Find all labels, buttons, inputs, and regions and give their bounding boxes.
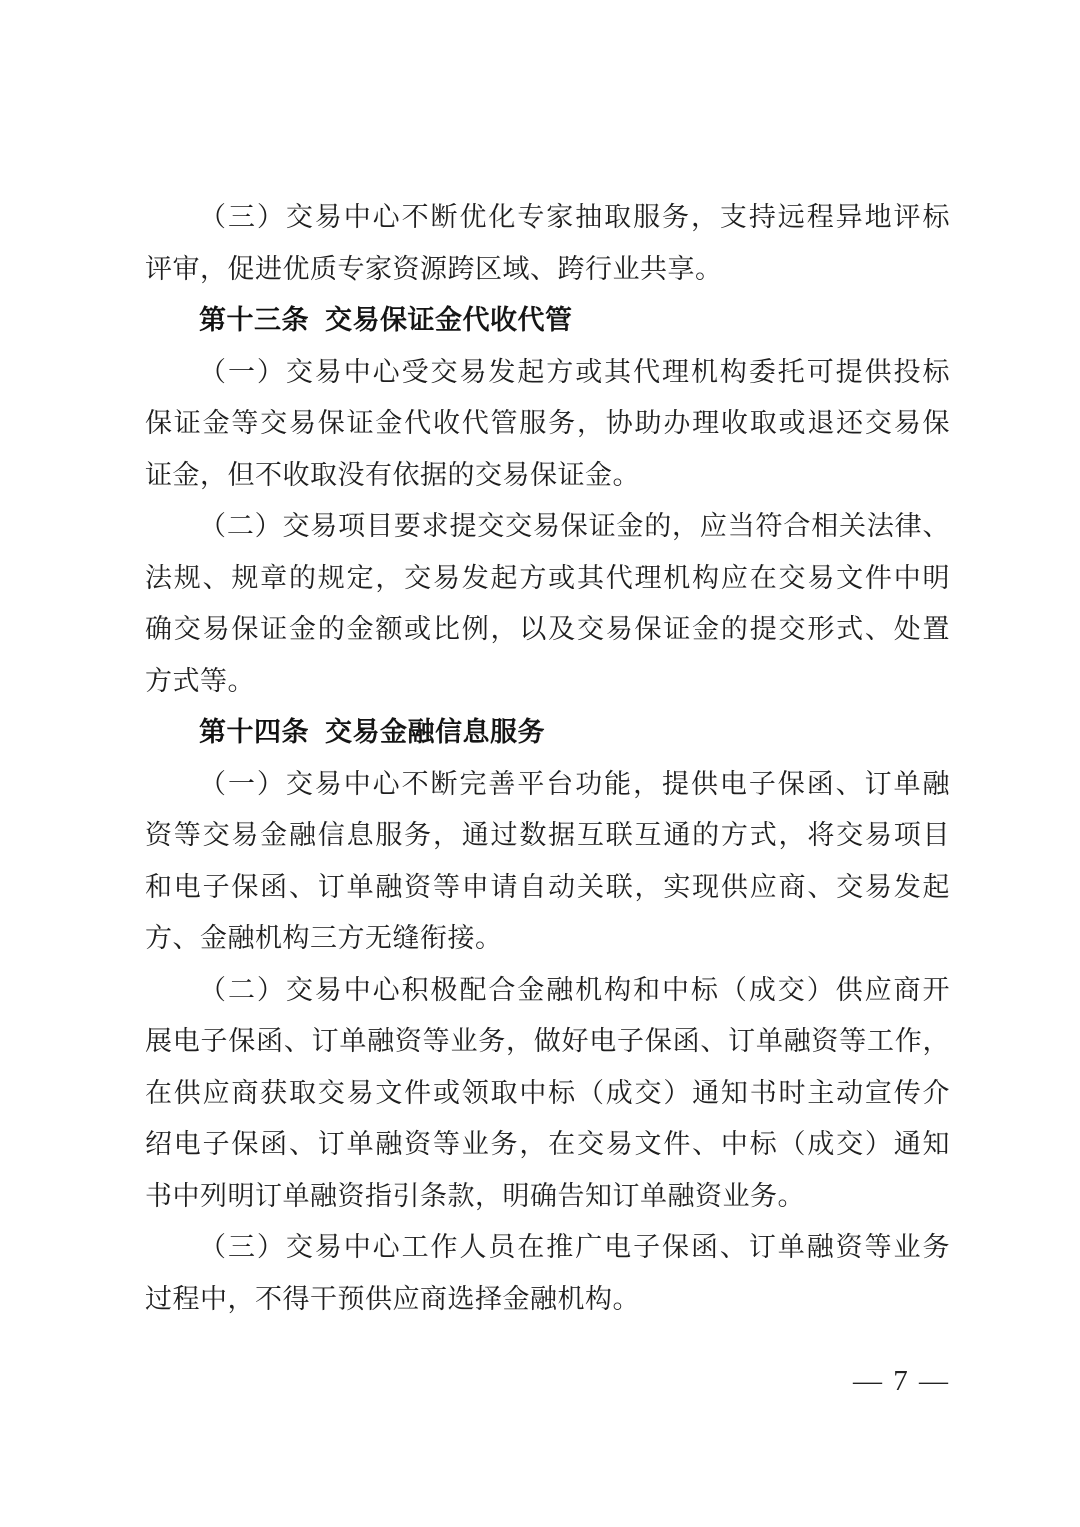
text-line: 过程中，不得干预供应商选择金融机构。	[145, 1283, 640, 1314]
text-line: 方式等。	[145, 665, 255, 696]
article-heading	[145, 295, 950, 347]
paragraph	[145, 192, 950, 295]
text-line: （三）交易中心工作人员在推广电子保函、订单融资等业务	[199, 1232, 950, 1262]
text-line: （一）交易中心受交易发起方或其代理机构委托可提供投标	[199, 356, 950, 387]
text-line: 评审，促进优质专家资源跨区域、跨行业共享。	[145, 253, 723, 284]
paragraph	[145, 759, 950, 965]
paragraph	[145, 501, 950, 707]
article-heading	[145, 707, 950, 759]
paragraph	[145, 1222, 950, 1325]
text-line: （三）交易中心不断优化专家抽取服务，支持远程异地评标	[199, 202, 950, 232]
text-line: （二）交易项目要求提交交易保证金的，应当符合相关法律、	[199, 511, 950, 541]
page-footer	[145, 1365, 950, 1398]
article-title: 交易金融信息服务	[325, 717, 545, 747]
article-title: 交易保证金代收代管	[325, 305, 573, 335]
article-number: 第十四条	[199, 717, 309, 747]
text-line: （二）交易中心积极配合金融机构和中标（成交）供应商开	[199, 974, 950, 1005]
text-line: 绍电子保函、订单融资等业务，在交易文件、中标（成交）通知	[145, 1129, 950, 1159]
text-line: 方、金融机构三方无缝衔接。	[145, 923, 503, 953]
heading-line	[145, 707, 950, 759]
paragraph	[145, 965, 950, 1223]
article-number: 第十三条	[199, 305, 309, 335]
text-line: （一）交易中心不断完善平台功能，提供电子保函、订单融	[199, 768, 950, 799]
text-line: 展电子保函、订单融资等业务，做好电子保函、订单融资等工作，	[145, 1026, 950, 1056]
text-line: 法规、规章的规定，交易发起方或其代理机构应在交易文件中明	[145, 562, 950, 593]
text-line: 证金，但不收取没有依据的交易保证金。	[145, 459, 640, 490]
text-line: 书中列明订单融资指引条款，明确告知订单融资业务。	[145, 1180, 805, 1211]
paragraph	[145, 347, 950, 502]
heading-line	[145, 295, 950, 347]
text-line: 资等交易金融信息服务，通过数据互联互通的方式，将交易项目	[145, 820, 950, 850]
text-line: 确交易保证金的金额或比例，以及交易保证金的提交形式、处置	[145, 614, 950, 644]
page-number: — 7 —	[853, 1365, 950, 1397]
text-line: 保证金等交易保证金代收代管服务，协助办理收取或退还交易保	[145, 408, 950, 438]
text-line: 在供应商获取交易文件或领取中标（成交）通知书时主动宣传介	[145, 1077, 950, 1108]
text-line: 和电子保函、订单融资等申请自动关联，实现供应商、交易发起	[145, 871, 950, 902]
document-body	[145, 192, 950, 1325]
